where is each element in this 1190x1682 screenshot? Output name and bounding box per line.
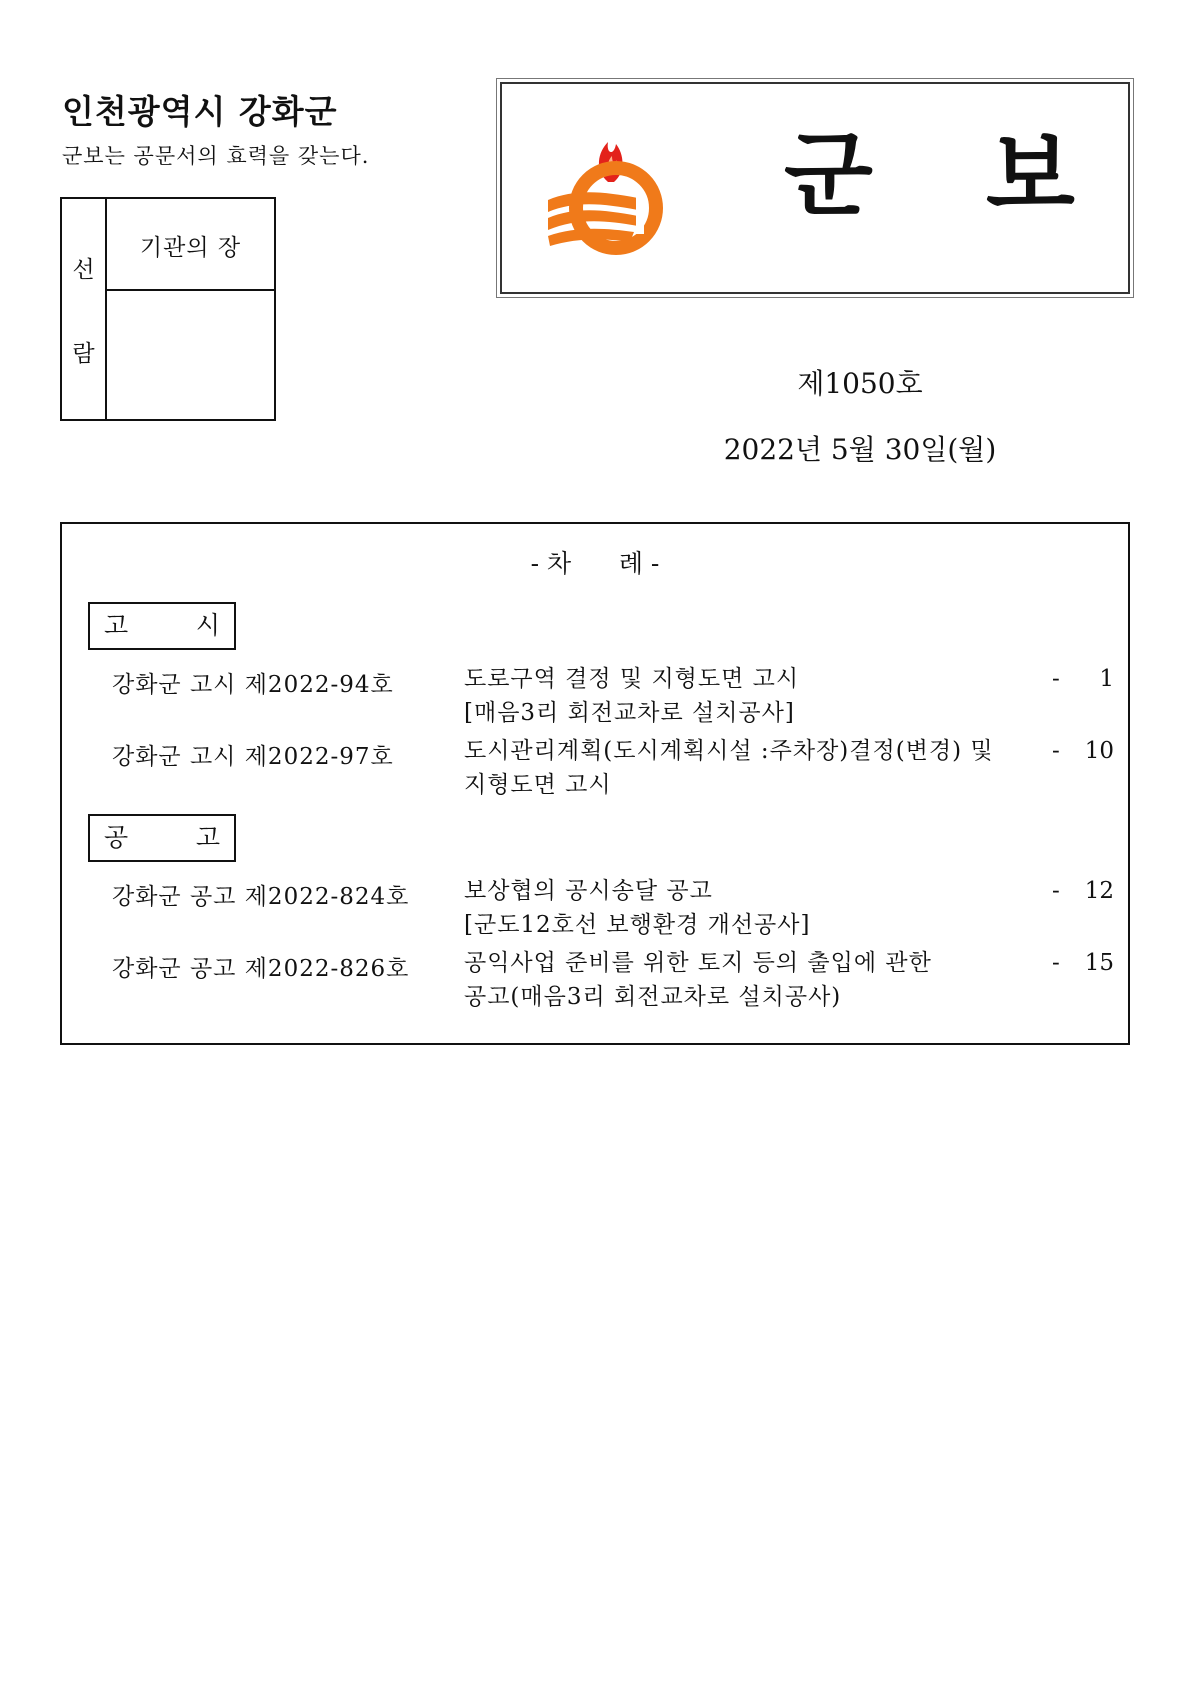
issue-number: 제1050호 — [797, 367, 923, 400]
circulation-box — [60, 197, 276, 421]
circulation-side-char: 람 — [72, 341, 95, 367]
circulation-side-char: 선 — [72, 257, 95, 283]
entry-desc — [464, 734, 1046, 802]
entry-desc-line: 도로구역 결정 및 지형도면 고시 — [464, 666, 800, 692]
entry-page: 12 — [1084, 878, 1114, 904]
entry-dash: - — [1052, 738, 1060, 764]
section-label-char: 고 — [104, 611, 129, 640]
title-box — [500, 82, 1130, 294]
entry-desc-line: 공고(매음3리 회전교차로 설치공사) — [464, 984, 842, 1010]
entry-desc — [464, 874, 1046, 942]
entry-page: 1 — [1099, 666, 1114, 692]
title-char: 군 — [784, 122, 873, 229]
org-name: 인천광역시 강화군 — [62, 92, 338, 131]
entry-dash: - — [1052, 950, 1060, 976]
section-label-notice — [88, 602, 236, 650]
entry-ref: 강화군 고시 제2022-94호 — [112, 672, 394, 698]
gangwha-emblem-icon — [546, 122, 676, 257]
entry-dash: - — [1052, 878, 1060, 904]
entry-page: 10 — [1084, 738, 1114, 764]
title-char: 보 — [986, 122, 1075, 229]
toc-title: - 차 례 - — [530, 549, 660, 578]
entry-desc-line: 지형도면 고시 — [464, 772, 612, 798]
entry-ref: 강화군 공고 제2022-824호 — [112, 884, 410, 910]
entry-desc-line: 공익사업 준비를 위한 토지 등의 출입에 관한 — [464, 950, 932, 976]
circulation-head-label: 기관의 장 — [107, 199, 274, 291]
entry-ref: 강화군 공고 제2022-826호 — [112, 956, 410, 982]
section-label-char: 고 — [195, 823, 220, 852]
entry-desc-line: 도시관리계획(도시계획시설 :주차장)결정(변경) 및 — [464, 738, 994, 764]
circulation-side — [62, 199, 107, 419]
section-label-char: 공 — [104, 823, 129, 852]
entry-ref: 강화군 고시 제2022-97호 — [112, 744, 394, 770]
entry-desc-line: [매음3리 회전교차로 설치공사] — [464, 700, 795, 726]
entry-desc-line: 보상협의 공시송달 공고 — [464, 878, 713, 904]
entry-page: 15 — [1084, 950, 1114, 976]
entry-desc — [464, 662, 1046, 730]
section-label-announcement — [88, 814, 236, 862]
table-of-contents — [60, 522, 1130, 1045]
entry-dash: - — [1052, 666, 1060, 692]
issue-date: 2022년 5월 30일(월) — [723, 433, 997, 466]
section-label-char: 시 — [195, 611, 220, 640]
entry-desc-line: [군도12호선 보행환경 개선공사] — [464, 912, 811, 938]
entry-desc — [464, 946, 1046, 1014]
org-subtitle: 군보는 공문서의 효력을 갖는다. — [62, 144, 370, 168]
